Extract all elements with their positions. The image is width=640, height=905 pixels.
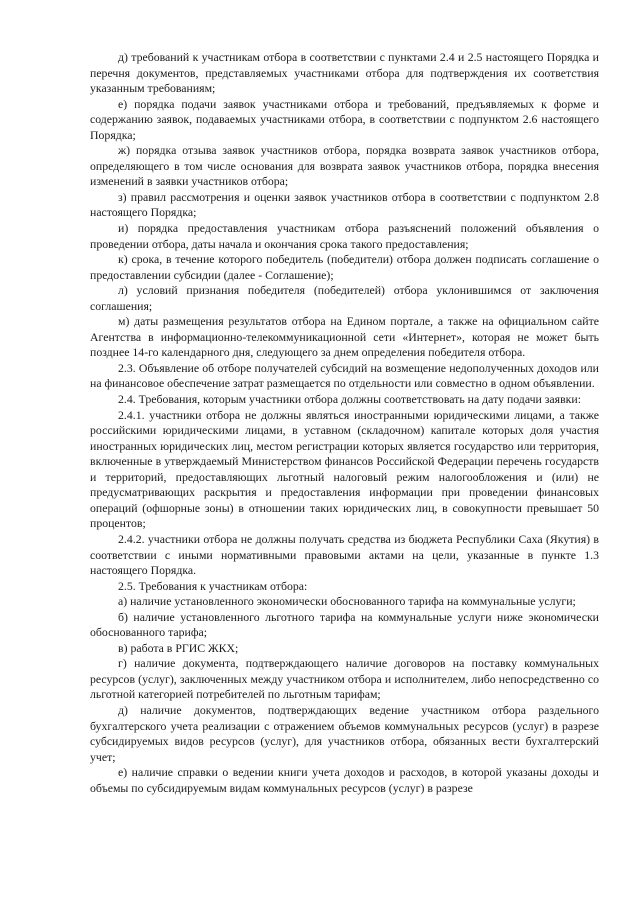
requirement-e: е) наличие справки о ведении книги учета доходов и расходов, в которой указаны доходы и объемы по субсидируемым видам коммунальных ресурсов (услуг) в разрезе [90,765,599,795]
requirement-v: в) работа в РГИС ЖКХ; [118,640,239,655]
clause-zh-withdrawal-procedure: ж) порядка отзыва заявок участников отбора, порядка возврата заявок участников отбора, определяющего в том числе основания для возврата заявок участников отбора, порядка внесения изменений в заявки участников отбора; [90,143,599,189]
requirement-b: б) наличие установленного льготного тарифа на коммунальные услуги ниже экономически обоснованного тарифа; [90,609,599,640]
clause-m-results-publication: м) даты размещения результатов отбора на Едином портале, а также на официальном сайте Агентства в информационно-телекоммуникационной сети «Интернет», которая не может быть позднее 14-го календарного дня, следующего за днем определения победителя отбора. [90,314,599,360]
requirement-a: а) наличие установленного экономически обоснованного тарифа на коммунальные услуги; [118,594,576,609]
section-2-4-1: 2.4.1. участники отбора не должны являться иностранными юридическими лицами, а также российскими юридическими лицами, в уставном (складочном) капитале которых доля участия иностранных юридических лиц, местом регистрации которых является государство или территория, включенные в утверждаемый Министерством финансов Российской Федерации перечень государств и территорий, предоставляющих льготный налоговый режим налогообложения и (или) не предусматривающих раскрытия и предоставления информации при проведении финансовых операций (офшорные зоны) в отношении таких юридических лиц, в совокупности превышает 50 процентов; [90,407,599,531]
clause-k-signing-deadline: к) срока, в течение которого победитель (победители) отбора должен подписать соглашение о предоставлении субсидии (далее - Соглашение); [90,252,599,282]
clause-d-requirements: д) требований к участникам отбора в соответствии с пунктами 2.4 и 2.5 настоящего Порядка и перечня документов, представляемых участниками отбора для подтверждения их соответствия указанным требованиям; [90,50,599,96]
requirement-d: д) наличие документов, подтверждающих ведение участником отбора раздельного бухгалтерского учета реализации с отражением объемов коммунальных ресурсов (услуг) в разрезе субсидируемых видов ресурсов (услуг), для участников отбора, обязанных вести бухгалтерский учет; [90,702,599,764]
clause-e-application-procedure: е) порядка подачи заявок участниками отбора и требований, предъявляемых к форме и содержанию заявок, подаваемых участниками отбора, в соответствии с подпунктом 2.6 настоящего Порядка; [90,96,599,142]
document-page [90,50,599,796]
section-2-5: 2.5. Требования к участникам отбора: [118,578,308,593]
section-2-3: 2.3. Объявление об отборе получателей субсидий на возмещение недополученных доходов или на финансовое обеспечение затрат размещается по отдельности или совместно в одном объявлении. [90,360,599,391]
requirement-g: г) наличие документа, подтверждающего наличие договоров на поставку коммунальных ресурсов (услуг), заключенных между участником отбора и исполнителем, либо непосредственно со льготной категорией потребителей по льготным тарифам; [90,656,599,702]
clause-l-evasion-conditions: л) условий признания победителя (победителей) отбора уклонившимся от заключения соглашения; [90,283,599,313]
section-2-4-2: 2.4.2. участники отбора не должны получать средства из бюджета Республики Саха (Якутия) в соответствии с иными нормативными правовыми актами на цели, указанные в пункте 1.3 настоящего Порядка. [90,531,599,578]
clause-i-clarifications: и) порядка предоставления участникам отбора разъяснений положений объявления о проведении отбора, даты начала и окончания срока такого предоставления; [90,221,599,251]
section-2-4: 2.4. Требования, которым участники отбора должны соответствовать на дату подачи заявки: [118,392,581,407]
clause-z-review-rules: з) правил рассмотрения и оценки заявок участников отбора в соответствии с подпунктом 2.8 настоящего Порядка; [90,189,599,220]
